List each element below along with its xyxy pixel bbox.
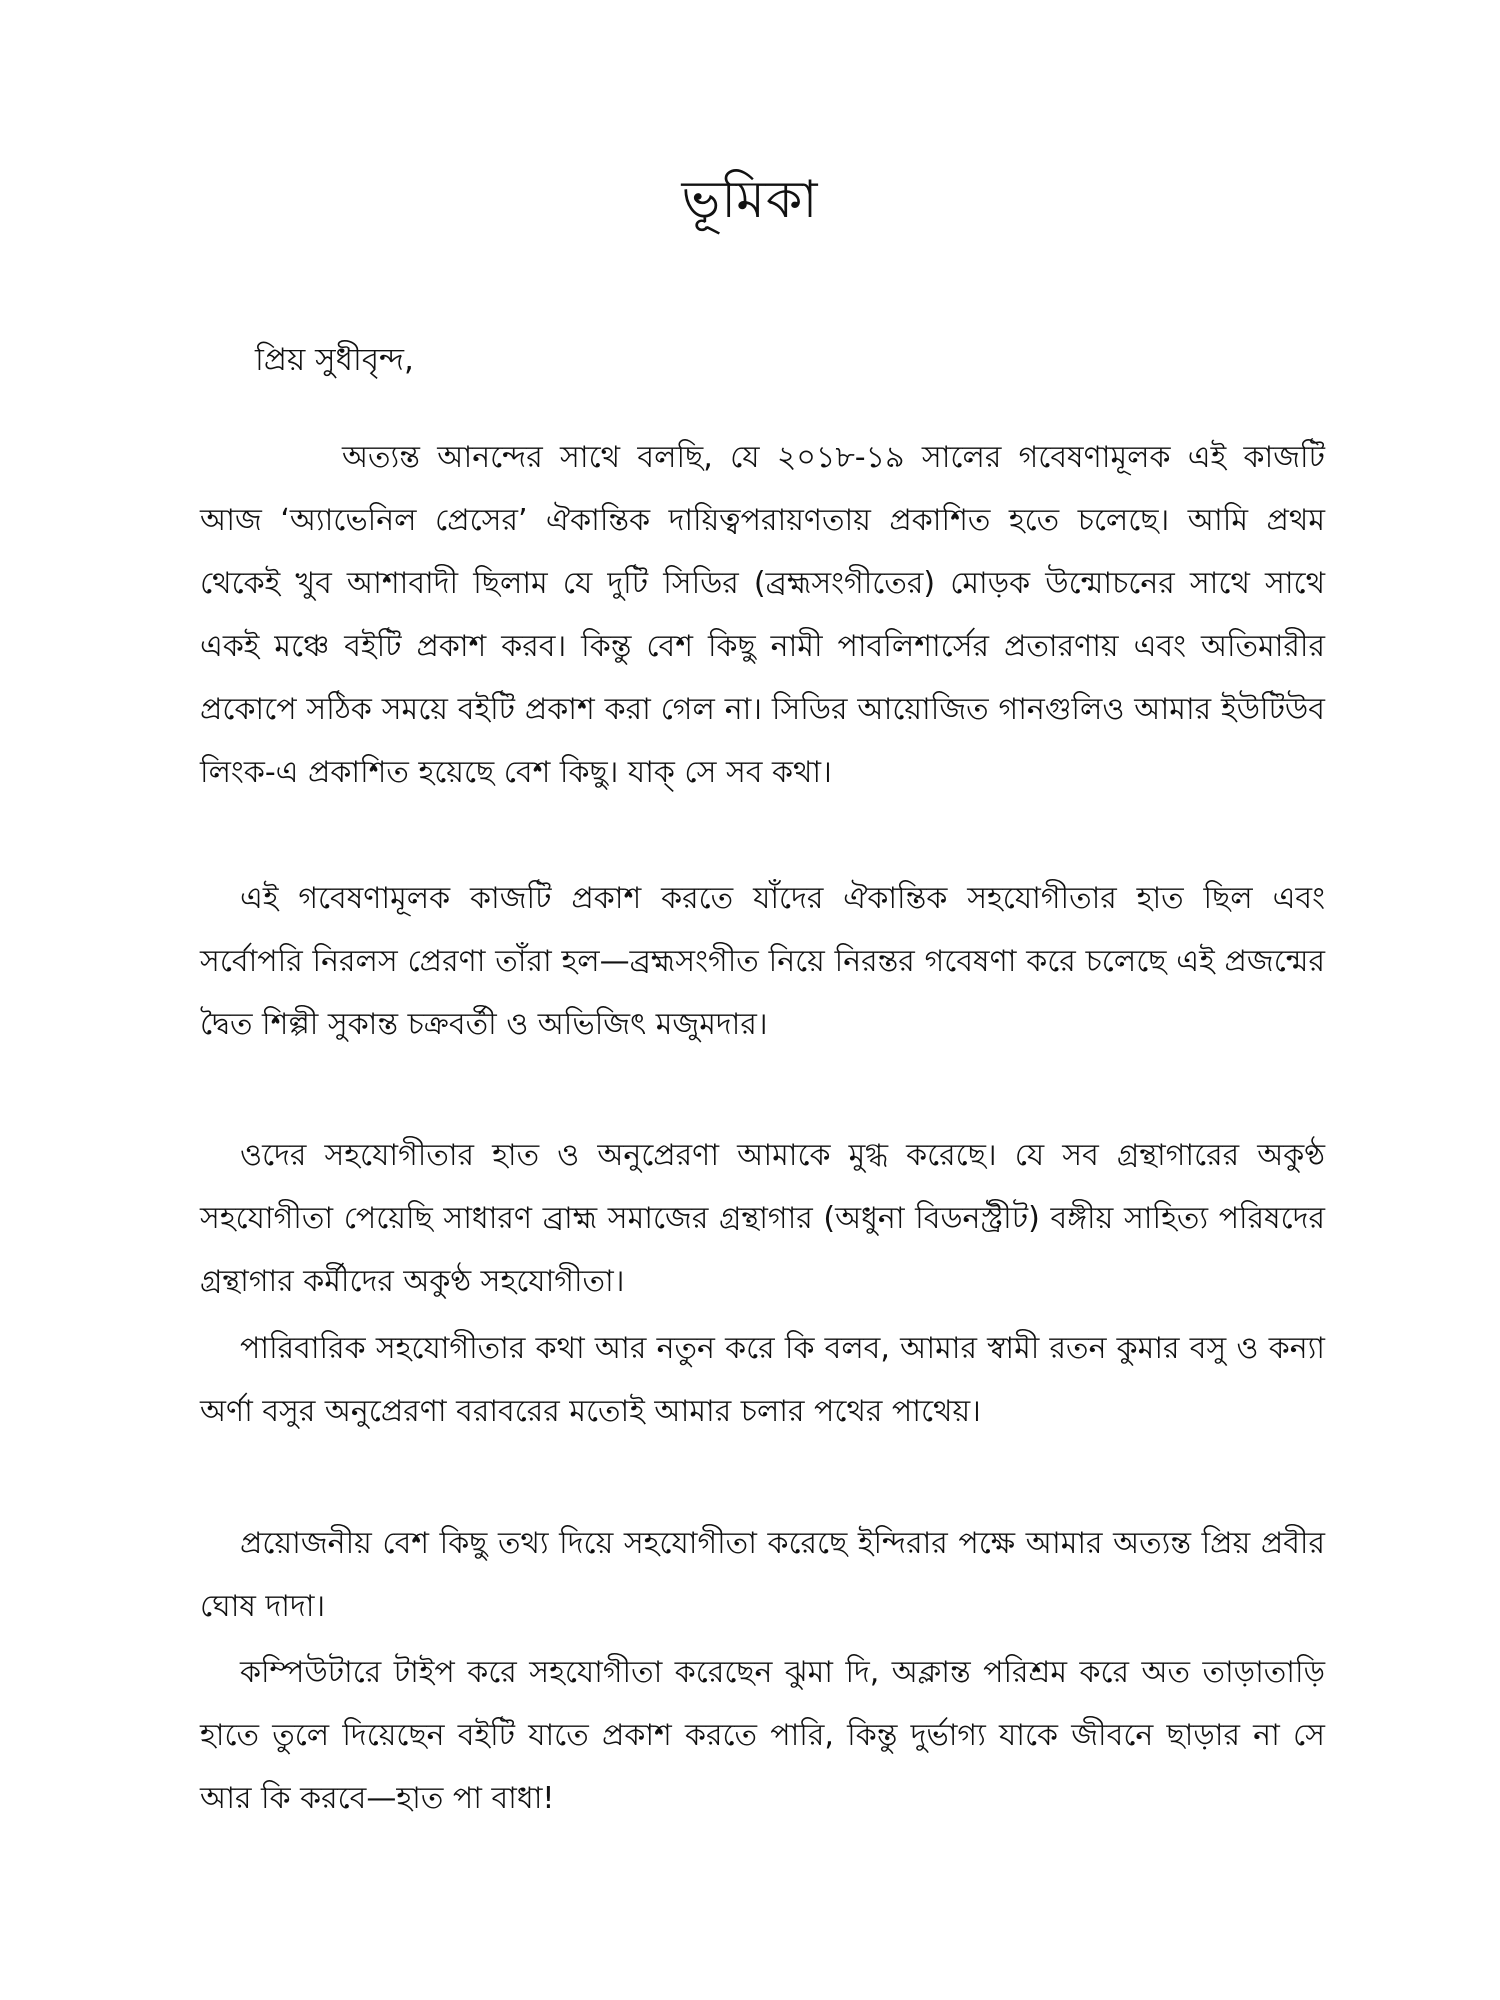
paragraph-4: পারিবারিক সহযোগীতার কথা আর নতুন করে কি বলব, আমার স্বামী রতন কুমার বসু ও কন্যা অর্ণা বসুর অনুপ্রেরণা বরাবরের মতোই আমার চলার পথের পাথেয়।	[200, 1331, 1325, 1429]
page-title: ভূমিকা	[681, 170, 819, 230]
paragraph-6: কম্পিউটারে টাইপ করে সহযোগীতা করেছেন ঝুমা দি, অক্লান্ত পরিশ্রম করে অত তাড়াতাড়ি হাতে তুলে দিয়েছেন বইটি যাতে প্রকাশ করতে পারি, কিন্তু দুর্ভাগ্য যাকে জীবনে ছাড়ার না সে আর কি করবে—হাত পা বাধা!	[200, 1655, 1325, 1816]
paragraph-5: প্রয়োজনীয় বেশ কিছু তথ্য দিয়ে সহযোগীতা করেছে ইন্দিরার পক্ষে আমার অত্যন্ত প্রিয় প্রবীর ঘোষ দাদা।	[200, 1526, 1325, 1624]
paragraph-2: এই গবেষণামূলক কাজটি প্রকাশ করতে যাঁদের ঐকান্তিক সহযোগীতার হাত ছিল এবং সর্বোপরি নিরলস প্রেরণা তাঁরা হল—ব্রহ্মসংগীত নিয়ে নিরন্তর গবেষণা করে চলেছে এই প্রজন্মের দ্বৈত শিল্পী সুকান্ত চক্রবর্তী ও অভিজিৎ মজুমদার।	[200, 881, 1325, 1042]
paragraph-3: ওদের সহযোগীতার হাত ও অনুপ্রেরণা আমাকে মুগ্ধ করেছে। যে সব গ্রন্থাগারের অকুণ্ঠ সহযোগীতা পেয়েছি সাধারণ ব্রাহ্ম সমাজের গ্রন্থাগার (অধুনা বিডনস্ট্রীট) বঙ্গীয় সাহিত্য পরিষদের গ্রন্থাগার কর্মীদের অকুণ্ঠ সহযোগীতা।	[200, 1138, 1325, 1299]
salutation: প্রিয় সুধীবৃন্দ,	[255, 342, 414, 378]
paragraph-1: অত্যন্ত আনন্দের সাথে বলছি, যে ২০১৮-১৯ সালের গবেষণামূলক এই কাজটি আজ ‘অ্যাভেনিল প্রেসের’ ঐকান্তিক দায়িত্বপরায়ণতায় প্রকাশিত হতে চলেছে। আমি প্রথম থেকেই খুব আশাবাদী ছিলাম যে দুটি সিডির (ব্রহ্মসংগীতের) মোড়ক উন্মোচনের সাথে সাথে একই মঞ্চে বইটি প্রকাশ করব। কিন্তু বেশ কিছু নামী পাবলিশার্সের প্রতারণায় এবং অতিমারীর প্রকোপে সঠিক সময়ে বইটি প্রকাশ করা গেল না। সিডির আয়োজিত গানগুলিও আমার ইউটিউব লিংক-এ প্রকাশিত হয়েছে বেশ কিছু। যাক্ সে সব কথা।	[200, 440, 1325, 790]
